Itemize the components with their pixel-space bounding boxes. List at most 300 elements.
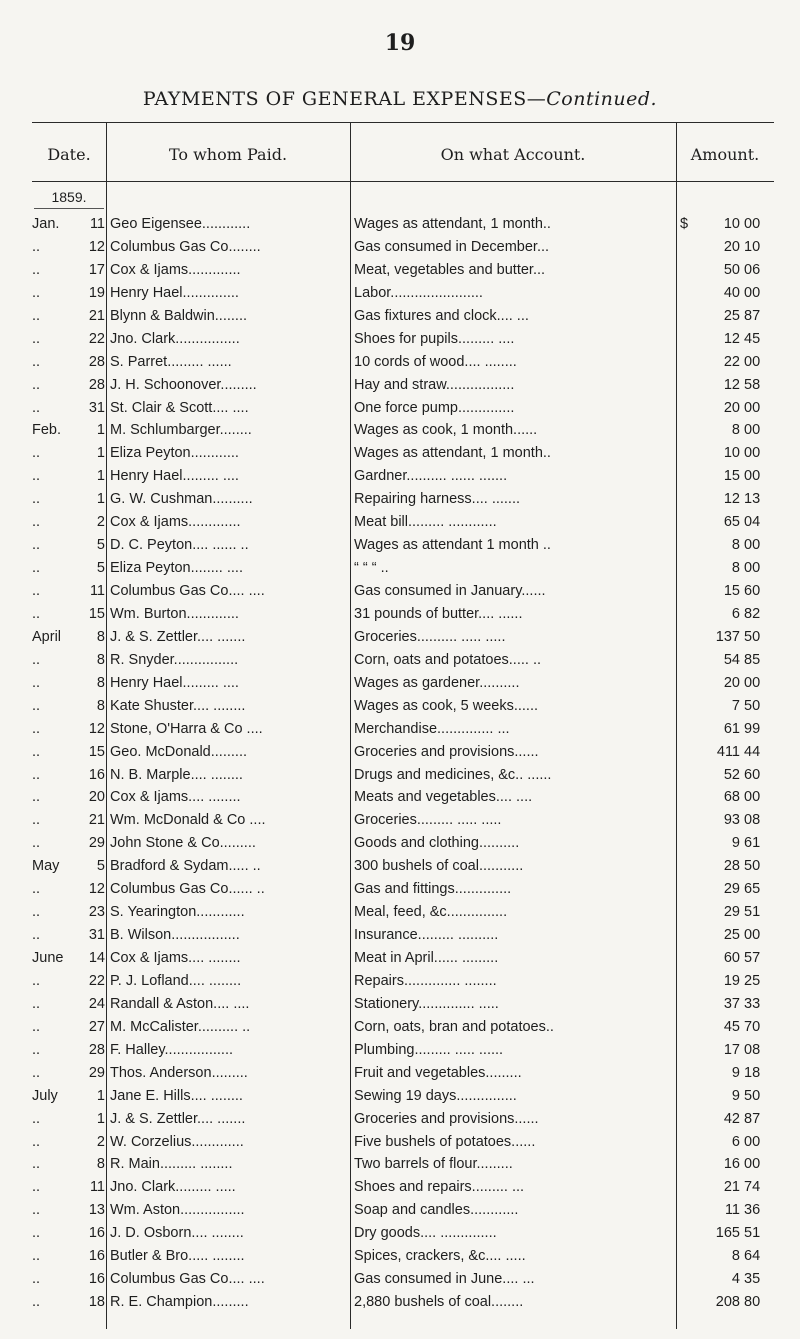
- day-cell: 2: [96, 1133, 105, 1150]
- table-row: [32, 1268, 774, 1291]
- month-cell: ..: [32, 1225, 41, 1242]
- account-cell: Gas consumed in June.... ...: [354, 1271, 535, 1288]
- table-row: [32, 1039, 774, 1062]
- account-cell: Meats and vegetables.... ....: [354, 789, 533, 806]
- month-cell: ..: [32, 1041, 41, 1058]
- cents-cell: 00: [744, 537, 761, 554]
- cents-cell: 87: [744, 1110, 761, 1127]
- page-number: 19: [384, 30, 416, 56]
- month-cell: July: [32, 1087, 58, 1104]
- account-cell: Gas fixtures and clock.... ...: [354, 307, 529, 324]
- cents-cell: 70: [744, 1018, 761, 1035]
- table-row: [32, 1062, 774, 1085]
- payee-cell: W. Corzelius.............: [110, 1133, 244, 1150]
- table-row: [32, 465, 774, 488]
- month-cell: ..: [32, 307, 41, 324]
- cents-cell: 64: [744, 1248, 761, 1265]
- account-cell: Wages as cook, 5 weeks......: [354, 697, 539, 714]
- month-cell: ..: [32, 812, 41, 829]
- dollars-cell: 4: [731, 1271, 740, 1288]
- cents-cell: 85: [744, 651, 761, 668]
- day-cell: 16: [88, 1248, 105, 1265]
- table-row: [32, 741, 774, 764]
- dollars-cell: 411: [716, 743, 740, 760]
- cents-cell: 87: [744, 307, 761, 324]
- payee-cell: R. Snyder................: [110, 651, 239, 668]
- table-row: [32, 855, 774, 878]
- day-cell: 1: [96, 1087, 105, 1104]
- table-row: [32, 397, 774, 420]
- cents-cell: 00: [744, 560, 761, 577]
- day-cell: 8: [96, 651, 105, 668]
- month-cell: ..: [32, 1133, 41, 1150]
- ledger-rows: [32, 213, 774, 1314]
- table-row: [32, 534, 774, 557]
- account-cell: Wages as attendant, 1 month..: [354, 445, 551, 462]
- table-row: [32, 419, 774, 442]
- table-row: [32, 282, 774, 305]
- payee-cell: M. McCalister.......... ..: [110, 1018, 251, 1035]
- dollars-cell: 12: [723, 376, 740, 393]
- cents-cell: 18: [744, 1064, 761, 1081]
- cents-cell: 25: [744, 972, 761, 989]
- cents-cell: 60: [744, 766, 761, 783]
- cents-cell: 50: [744, 858, 761, 875]
- account-cell: Meat bill......... ............: [354, 514, 497, 531]
- month-cell: ..: [32, 743, 41, 760]
- dollars-cell: 61: [723, 720, 740, 737]
- month-cell: ..: [32, 1064, 41, 1081]
- dollars-cell: 12: [723, 330, 740, 347]
- account-cell: 10 cords of wood.... ........: [354, 353, 517, 370]
- dollars-cell: 165: [715, 1225, 740, 1242]
- day-cell: 28: [88, 353, 105, 370]
- dollars-cell: 6: [731, 605, 740, 622]
- payee-cell: R. Main......... ........: [110, 1156, 233, 1173]
- cents-cell: 00: [744, 674, 761, 691]
- header-account: On what Account.: [440, 145, 586, 164]
- cents-cell: 00: [744, 216, 761, 232]
- month-cell: April: [32, 628, 62, 645]
- day-cell: 16: [88, 1225, 105, 1242]
- dollars-cell: 52: [723, 766, 740, 783]
- account-cell: 31 pounds of butter.... ......: [354, 605, 523, 622]
- account-cell: Goods and clothing..........: [354, 835, 520, 852]
- payee-cell: Bradford & Sydam..... ..: [110, 858, 261, 875]
- payee-cell: Thos. Anderson.........: [110, 1064, 248, 1081]
- cents-cell: 00: [744, 284, 761, 301]
- payee-cell: J. H. Schoonover.........: [110, 376, 257, 393]
- header-amount: Amount.: [690, 145, 760, 164]
- table-row: [32, 764, 774, 787]
- day-cell: 29: [88, 1064, 105, 1081]
- payee-cell: Columbus Gas Co.... ....: [110, 583, 265, 599]
- table-row: [32, 442, 774, 465]
- title-main: PAYMENTS OF GENERAL EXPENSES—: [142, 88, 547, 110]
- table-row: [32, 970, 774, 993]
- payee-cell: Columbus Gas Co...... ..: [110, 881, 265, 898]
- month-cell: ..: [32, 1202, 41, 1219]
- dollars-cell: 137: [715, 628, 740, 645]
- table-row: [32, 786, 774, 809]
- table-row: [32, 328, 774, 351]
- day-cell: 13: [88, 1202, 105, 1219]
- payee-cell: Jno. Clark......... .....: [110, 1179, 236, 1196]
- table-row: [32, 718, 774, 741]
- payee-cell: Henry Hael......... ....: [110, 468, 239, 485]
- dollars-cell: 8: [731, 560, 740, 577]
- day-cell: 21: [88, 307, 105, 324]
- month-cell: June: [32, 950, 64, 966]
- day-cell: 8: [96, 1156, 105, 1173]
- account-cell: Wages as gardener..........: [354, 674, 520, 691]
- account-cell: Groceries and provisions......: [354, 1110, 539, 1127]
- cents-cell: 04: [744, 514, 761, 531]
- payee-cell: S. Yearington............: [110, 904, 245, 921]
- cents-cell: 44: [744, 743, 761, 760]
- month-cell: ..: [32, 284, 41, 301]
- payee-cell: Geo Eigensee............: [110, 216, 251, 232]
- day-cell: 22: [88, 330, 105, 347]
- payee-cell: G. W. Cushman..........: [110, 491, 253, 508]
- table-row: [32, 993, 774, 1016]
- payee-cell: Henry Hael......... ....: [110, 674, 239, 691]
- day-cell: 14: [88, 950, 105, 966]
- table-row: [32, 511, 774, 534]
- payee-cell: Blynn & Baldwin........: [110, 307, 248, 324]
- dollar-sign: $: [680, 216, 689, 232]
- account-cell: Plumbing......... ..... ......: [354, 1041, 504, 1058]
- account-cell: Meal, feed, &c...............: [354, 904, 508, 921]
- month-cell: ..: [32, 491, 41, 508]
- account-cell: Groceries......... ..... .....: [354, 812, 502, 829]
- cents-cell: 74: [744, 1179, 761, 1196]
- account-cell: Wages as attendant 1 month ..: [354, 537, 551, 554]
- cents-cell: 50: [744, 628, 761, 645]
- account-cell: Gas consumed in December...: [354, 238, 550, 255]
- header-date: Date.: [47, 145, 91, 164]
- month-cell: ..: [32, 1271, 41, 1288]
- month-cell: ..: [32, 353, 41, 370]
- payee-cell: Columbus Gas Co.... ....: [110, 1271, 265, 1288]
- account-cell: Merchandise.............. ...: [354, 720, 510, 737]
- cents-cell: 08: [744, 1041, 761, 1058]
- day-cell: 28: [88, 1041, 105, 1058]
- cents-cell: 00: [744, 468, 761, 485]
- account-cell: Five bushels of potatoes......: [354, 1133, 536, 1150]
- payee-cell: Henry Hael..............: [110, 284, 239, 301]
- dollars-cell: 20: [723, 238, 740, 255]
- account-cell: Soap and candles............: [354, 1202, 519, 1219]
- day-cell: 27: [88, 1018, 105, 1035]
- dollars-cell: 42: [723, 1110, 740, 1127]
- month-cell: ..: [32, 720, 41, 737]
- payee-cell: R. E. Champion.........: [110, 1294, 249, 1311]
- account-cell: Repairing harness.... .......: [354, 491, 521, 508]
- account-cell: Stationery.............. .....: [354, 995, 499, 1012]
- month-cell: ..: [32, 904, 41, 921]
- day-cell: 1: [96, 445, 105, 462]
- dollars-cell: 10: [723, 216, 740, 232]
- cents-cell: 00: [744, 422, 761, 439]
- month-cell: ..: [32, 697, 41, 714]
- header-payee: To whom Paid.: [168, 145, 288, 164]
- day-cell: 15: [88, 605, 105, 622]
- title-continued: Continued.: [546, 88, 658, 110]
- table-row: [32, 1245, 774, 1268]
- payee-cell: M. Schlumbarger........: [110, 422, 252, 439]
- month-cell: Feb.: [32, 422, 62, 439]
- cents-cell: 00: [744, 1133, 761, 1150]
- cents-cell: 00: [744, 1156, 761, 1173]
- account-cell: Shoes and repairs......... ...: [354, 1179, 525, 1196]
- account-cell: 300 bushels of coal...........: [354, 858, 524, 875]
- table-row: [32, 626, 774, 649]
- table-row: [32, 374, 774, 397]
- payee-cell: Columbus Gas Co........: [110, 238, 261, 255]
- dollars-cell: 15: [723, 583, 740, 599]
- day-cell: 8: [96, 674, 105, 691]
- month-cell: ..: [32, 1179, 41, 1196]
- dollars-cell: 7: [731, 697, 740, 714]
- dollars-cell: 60: [723, 950, 740, 966]
- payee-cell: S. Parret......... ......: [110, 353, 232, 370]
- day-cell: 24: [88, 995, 105, 1012]
- table-row: [32, 213, 774, 236]
- day-cell: 1: [96, 1110, 105, 1127]
- day-cell: 16: [88, 766, 105, 783]
- payee-cell: Wm. McDonald & Co ....: [110, 812, 266, 829]
- month-cell: ..: [32, 766, 41, 783]
- account-cell: Drugs and medicines, &c.. ......: [354, 766, 552, 783]
- month-cell: ..: [32, 651, 41, 668]
- cents-cell: 50: [744, 1087, 761, 1104]
- payee-cell: Wm. Burton.............: [110, 605, 239, 622]
- cents-cell: 00: [744, 445, 761, 462]
- payee-cell: J. & S. Zettler.... .......: [110, 1110, 246, 1127]
- account-cell: One force pump..............: [354, 399, 515, 416]
- table-row: [32, 488, 774, 511]
- dollars-cell: 16: [723, 1156, 740, 1173]
- account-cell: 2,880 bushels of coal........: [354, 1294, 524, 1311]
- account-cell: Repairs.............. ........: [354, 972, 497, 989]
- month-cell: Jan.: [32, 216, 60, 232]
- day-cell: 12: [88, 238, 105, 255]
- payee-cell: Eliza Peyton............: [110, 445, 239, 462]
- dollars-cell: 54: [723, 651, 740, 668]
- cents-cell: 33: [744, 995, 761, 1012]
- day-cell: 21: [88, 812, 105, 829]
- dollars-cell: 40: [723, 284, 740, 301]
- dollars-cell: 8: [731, 422, 740, 439]
- cents-cell: 35: [744, 1271, 761, 1288]
- year-label: 1859.: [51, 189, 87, 205]
- payee-cell: Geo. McDonald.........: [110, 743, 247, 760]
- payee-cell: John Stone & Co.........: [110, 835, 256, 852]
- day-cell: 2: [96, 514, 105, 531]
- cents-cell: 58: [744, 376, 761, 393]
- day-cell: 29: [88, 835, 105, 852]
- month-cell: ..: [32, 560, 41, 577]
- dollars-cell: 19: [723, 972, 740, 989]
- day-cell: 11: [89, 583, 105, 599]
- month-cell: ..: [32, 972, 41, 989]
- account-cell: Gardner.......... ...... .......: [354, 468, 508, 485]
- month-cell: ..: [32, 1294, 41, 1311]
- cents-cell: 45: [744, 330, 761, 347]
- dollars-cell: 20: [723, 399, 740, 416]
- table-row: [32, 947, 774, 970]
- month-cell: ..: [32, 330, 41, 347]
- day-cell: 31: [88, 927, 105, 944]
- account-cell: Spices, crackers, &c.... .....: [354, 1248, 526, 1265]
- account-cell: Dry goods.... ..............: [354, 1225, 497, 1242]
- payee-cell: Stone, O'Harra & Co ....: [110, 720, 263, 737]
- dollars-cell: 11: [724, 1202, 740, 1219]
- table-row: [32, 672, 774, 695]
- account-cell: Gas and fittings..............: [354, 881, 512, 898]
- dollars-cell: 29: [723, 881, 740, 898]
- cents-cell: 13: [744, 491, 761, 508]
- day-cell: 22: [88, 972, 105, 989]
- cents-cell: 57: [744, 950, 761, 966]
- account-cell: Groceries and provisions......: [354, 743, 539, 760]
- payee-cell: Cox & Ijams.............: [110, 514, 241, 531]
- day-cell: 16: [88, 1271, 105, 1288]
- month-cell: ..: [32, 376, 41, 393]
- table-row: [32, 809, 774, 832]
- month-cell: ..: [32, 537, 41, 554]
- dollars-cell: 28: [723, 858, 740, 875]
- dollars-cell: 15: [723, 468, 740, 485]
- dollars-cell: 68: [723, 789, 740, 806]
- payee-cell: P. J. Lofland.... ........: [110, 972, 242, 989]
- table-row: [32, 557, 774, 580]
- table-row: [32, 695, 774, 718]
- table-row: [32, 351, 774, 374]
- payee-cell: F. Halley.................: [110, 1041, 234, 1058]
- account-cell: Meat, vegetables and butter...: [354, 261, 546, 278]
- table-row: [32, 305, 774, 328]
- ledger-table: [32, 122, 774, 1329]
- day-cell: 8: [96, 697, 105, 714]
- month-cell: ..: [32, 927, 41, 944]
- cents-cell: 61: [744, 835, 761, 852]
- day-cell: 11: [89, 1179, 105, 1196]
- table-row: [32, 649, 774, 672]
- table-row: [32, 1291, 774, 1314]
- account-cell: Sewing 19 days...............: [354, 1087, 517, 1104]
- payee-cell: Eliza Peyton........ ....: [110, 560, 243, 577]
- cents-cell: 06: [744, 261, 761, 278]
- account-cell: Insurance......... ..........: [354, 927, 499, 944]
- month-cell: ..: [32, 1110, 41, 1127]
- dollars-cell: 8: [731, 1248, 740, 1265]
- day-cell: 28: [88, 376, 105, 393]
- table-row: [32, 603, 774, 626]
- payee-cell: Jno. Clark................: [110, 330, 240, 347]
- month-cell: ..: [32, 835, 41, 852]
- dollars-cell: 20: [723, 674, 740, 691]
- table-row: [32, 236, 774, 259]
- account-cell: Corn, oats and potatoes..... ..: [354, 651, 541, 668]
- day-cell: 8: [96, 628, 105, 645]
- account-cell: Groceries.......... ..... .....: [354, 628, 506, 645]
- month-cell: ..: [32, 995, 41, 1012]
- month-cell: ..: [32, 399, 41, 416]
- account-cell: “ “ “ ..: [354, 560, 389, 577]
- dollars-cell: 6: [731, 1133, 740, 1150]
- cents-cell: 10: [744, 238, 761, 255]
- payee-cell: Cox & Ijams.... ........: [110, 789, 241, 806]
- dollars-cell: 50: [723, 261, 740, 278]
- account-cell: Gas consumed in January......: [354, 583, 546, 599]
- table-row: [32, 580, 774, 603]
- month-cell: ..: [32, 238, 41, 255]
- month-cell: ..: [32, 674, 41, 691]
- dollars-cell: 8: [731, 537, 740, 554]
- cents-cell: 00: [744, 789, 761, 806]
- cents-cell: 80: [744, 1294, 761, 1311]
- dollars-cell: 22: [723, 353, 740, 370]
- day-cell: 12: [88, 881, 105, 898]
- payee-cell: St. Clair & Scott.... ....: [110, 399, 249, 416]
- dollars-cell: 9: [731, 1087, 740, 1104]
- dollars-cell: 12: [723, 491, 740, 508]
- month-cell: ..: [32, 1248, 41, 1265]
- dollars-cell: 9: [731, 835, 740, 852]
- day-cell: 19: [88, 284, 105, 301]
- dollars-cell: 93: [723, 812, 740, 829]
- account-cell: Labor.......................: [354, 284, 483, 301]
- day-cell: 12: [88, 720, 105, 737]
- cents-cell: 82: [744, 605, 761, 622]
- table-row: [32, 1153, 774, 1176]
- payee-cell: Wm. Aston................: [110, 1202, 245, 1219]
- table-row: [32, 1222, 774, 1245]
- payee-cell: N. B. Marple.... ........: [110, 766, 243, 783]
- cents-cell: 36: [744, 1202, 761, 1219]
- account-cell: Hay and straw.................: [354, 376, 515, 393]
- cents-cell: 65: [744, 881, 761, 898]
- month-cell: May: [32, 858, 60, 875]
- page-title: [0, 88, 800, 110]
- table-row: [32, 901, 774, 924]
- table-row: [32, 1108, 774, 1131]
- month-cell: ..: [32, 1156, 41, 1173]
- day-cell: 1: [96, 468, 105, 485]
- payee-cell: Cox & Ijams.............: [110, 261, 241, 278]
- payee-cell: Cox & Ijams.... ........: [110, 950, 241, 966]
- cents-cell: 51: [744, 904, 761, 921]
- day-cell: 5: [96, 560, 105, 577]
- month-cell: ..: [32, 1018, 41, 1035]
- day-cell: 5: [96, 858, 105, 875]
- table-row: [32, 832, 774, 855]
- dollars-cell: 45: [723, 1018, 740, 1035]
- month-cell: ..: [32, 789, 41, 806]
- dollars-cell: 65: [723, 514, 740, 531]
- day-cell: 1: [96, 422, 105, 439]
- table-row: [32, 1085, 774, 1108]
- cents-cell: 00: [744, 353, 761, 370]
- payee-cell: Kate Shuster.... ........: [110, 697, 246, 714]
- month-cell: ..: [32, 605, 41, 622]
- cents-cell: 00: [744, 399, 761, 416]
- day-cell: 5: [96, 537, 105, 554]
- account-cell: Corn, oats, bran and potatoes..: [354, 1018, 554, 1035]
- table-row: [32, 878, 774, 901]
